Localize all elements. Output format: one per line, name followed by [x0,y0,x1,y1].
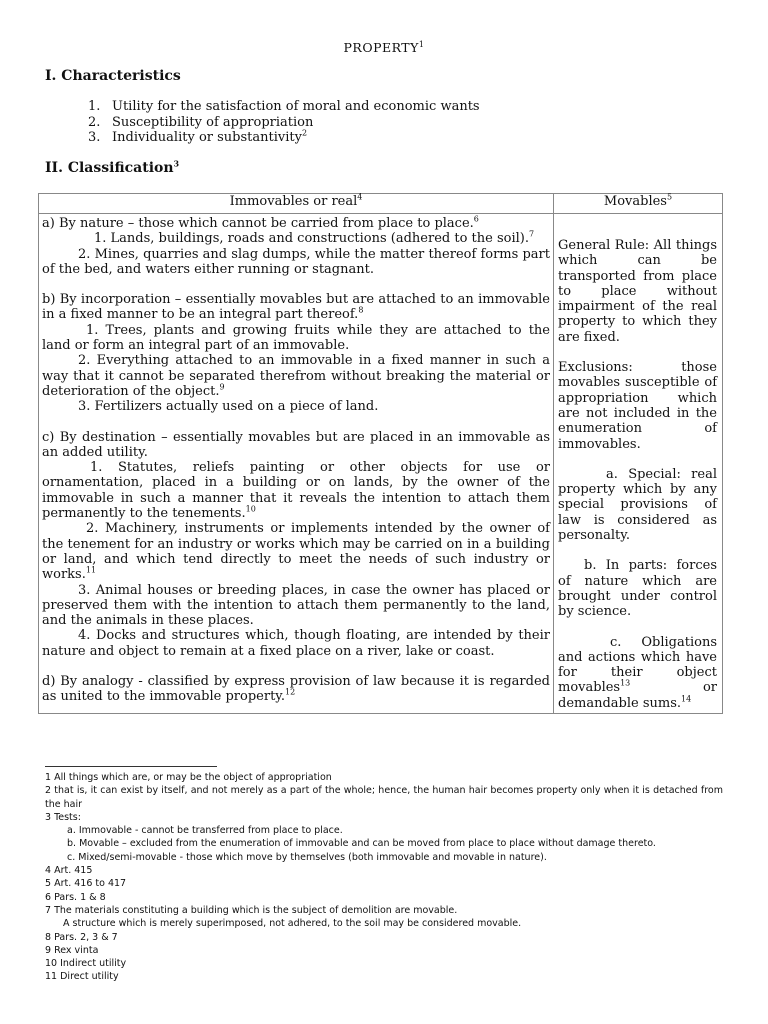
footnote-ref: 5 [666,192,673,202]
spacer [558,452,717,467]
heading-text: I. Characteristics [45,68,181,84]
footnote-ref: 9 [219,382,225,392]
paragraph-b3: 3. Fertilizers actually used on a piece of land. [78,399,379,415]
column-header-immovables [39,194,554,214]
spacer [558,543,717,558]
paragraph-obligations [558,635,717,711]
text: 1. Statutes, reliefs painting or other objects for use or ornamentation, placed in a building or on lands, by the owner of the immovable in such a manner that it reveals the intention to attach them permanently to the tenements. [42,460,550,522]
text: c. Obligations and actions which have for their object movables [558,634,717,696]
movables-cell [554,214,723,714]
spacer [558,620,717,635]
footnote-subitem: a. Immovable - cannot be transferred from place to place. [67,825,343,837]
spacer [558,345,717,360]
footnote: 5 Art. 416 to 417 [45,878,127,890]
footnote-divider [45,766,217,767]
classification-table [38,193,723,714]
spacer [42,415,550,430]
text: d) By analogy - classified by express provision of law because it is regarded as united to the immovable property. [42,674,550,705]
footnote-ref: 13 [620,679,631,689]
list-item [88,130,480,146]
footnote-ref: 2 [301,128,308,138]
footnote: 4 Art. 415 [45,865,93,877]
heading-text: II. Classification [45,160,174,176]
footnote: 6 Pars. 1 & 8 [45,891,106,903]
paragraph-a-intro [42,216,550,231]
list-number: 2. [88,114,101,130]
column-header-movables [554,194,723,214]
table-row [39,214,723,714]
footnote-subitem: A structure which is merely superimposed, not adhered, to the soil may be considered movable. [63,918,522,930]
footnote: 11 Direct utility [45,971,119,983]
characteristics-list [88,99,480,146]
header-text: Immovables or real [229,194,358,209]
spacer [42,659,550,674]
footnote-ref: 11 [85,565,97,575]
paragraph-in-parts: b. In parts: forces of nature which are brought under control by science. [558,558,717,620]
section-heading-classification [45,158,180,176]
paragraph-a2: 2. Mines, quarries and slag dumps, while the matter thereof forms part of the bed, and waters either running or stagnant. [42,246,550,277]
footnote-ref: 3 [173,158,180,169]
paragraph-c2 [42,521,550,582]
paragraph-general-rule: General Rule: All things which can be transported from place to place without impairment of the real property to which they are fixed. [558,238,717,345]
paragraph-c1 [42,460,550,521]
footnote: 7 The materials constituting a building which is the subject of demolition are movable. [45,904,458,916]
paragraph-a1 [42,231,550,246]
list-item [88,99,480,115]
text: or demandable sums. [558,680,717,711]
list-number: 1. [88,99,101,114]
paragraph-c-intro: c) By destination – essentially movables but are placed in an immovable as an added utility. [42,429,550,460]
footnote-ref: 6 [473,214,479,224]
paragraph-d [42,674,550,705]
list-item [88,115,480,131]
section-heading-characteristics [45,69,181,84]
footnote: 2 that is, it can exist by itself, and not merely as a part of the whole; hence, the human hair becomes property only when it is detached from the hair [45,785,723,810]
paragraph-c4: 4. Docks and structures which, though floating, are intended by their nature and object to remain at a fixed place on a river, lake or coast. [42,628,550,659]
list-text: Individuality or substantivity [112,130,302,145]
text: a) By nature – those which cannot be carried from place to place. [42,216,474,231]
table-header-row [39,194,723,214]
paragraph-special: a. Special: real property which by any special provisions of law is considered as personalty. [558,466,717,544]
footnote: 1 All things which are, or may be the object of appropriation [45,772,332,783]
paragraph-b-intro [42,292,550,323]
footnote-subitem: c. Mixed/semi-movable - those which move by themselves (both immovable and movable in nature). [67,851,547,863]
footnote-ref: 8 [358,306,364,316]
footnote-ref: 7 [529,229,535,239]
footnote-ref: 1 [418,39,425,49]
page-title [0,40,768,55]
title-text: PROPERTY [343,40,419,55]
footnote: 8 Pars. 2, 3 & 7 [45,931,118,943]
text: 2. Machinery, instruments or implements intended by the owner of the tenement for an industry or works which may be carried on in a building or land, and which tend directly to meet the needs of such industry or works. [42,521,550,583]
paragraph-b1: 1. Trees, plants and growing fruits while they are attached to the land or form an integral part of an immovable. [42,322,550,354]
footnote-ref: 10 [245,504,256,514]
immovables-cell [39,214,554,714]
spacer [42,277,550,292]
footnote-ref: 14 [681,694,692,704]
footnotes [45,771,723,984]
text: 2. Everything attached to an immovable in a fixed manner in such a way that it cannot be separated therefrom without breaking the material or deterioration of the object. [42,353,550,399]
footnote-subitem: b. Movable – excluded from the enumeration of immovable and can be moved from place to place without damage thereto. [67,838,656,850]
footnote: 10 Indirect utility [45,958,127,970]
footnote: 3 Tests: [45,811,81,823]
text: b) By incorporation – essentially movables but are attached to an immovable in a fixed manner to be an integral part thereof. [42,292,550,323]
header-text: Movables [603,194,667,209]
paragraph-exclusions: Exclusions: those movables susceptible of appropriation which are not included in the enumeration of immovables. [558,360,717,452]
footnote-ref: 4 [357,192,363,202]
text: 1. Lands, buildings, roads and constructions (adhered to the soil). [94,231,529,247]
list-text: Susceptibility of appropriation [112,114,314,130]
footnote: 9 Rex vinta [45,944,99,956]
paragraph-b2 [42,353,550,399]
paragraph-c3: 3. Animal houses or breeding places, in case the owner has placed or preserved them with the intention to attach them permanently to the land, and the animals in these places. [42,582,550,629]
list-text: Utility for the satisfaction of moral and economic wants [112,99,480,114]
list-number: 3. [88,130,101,145]
footnote-ref: 12 [285,687,296,697]
